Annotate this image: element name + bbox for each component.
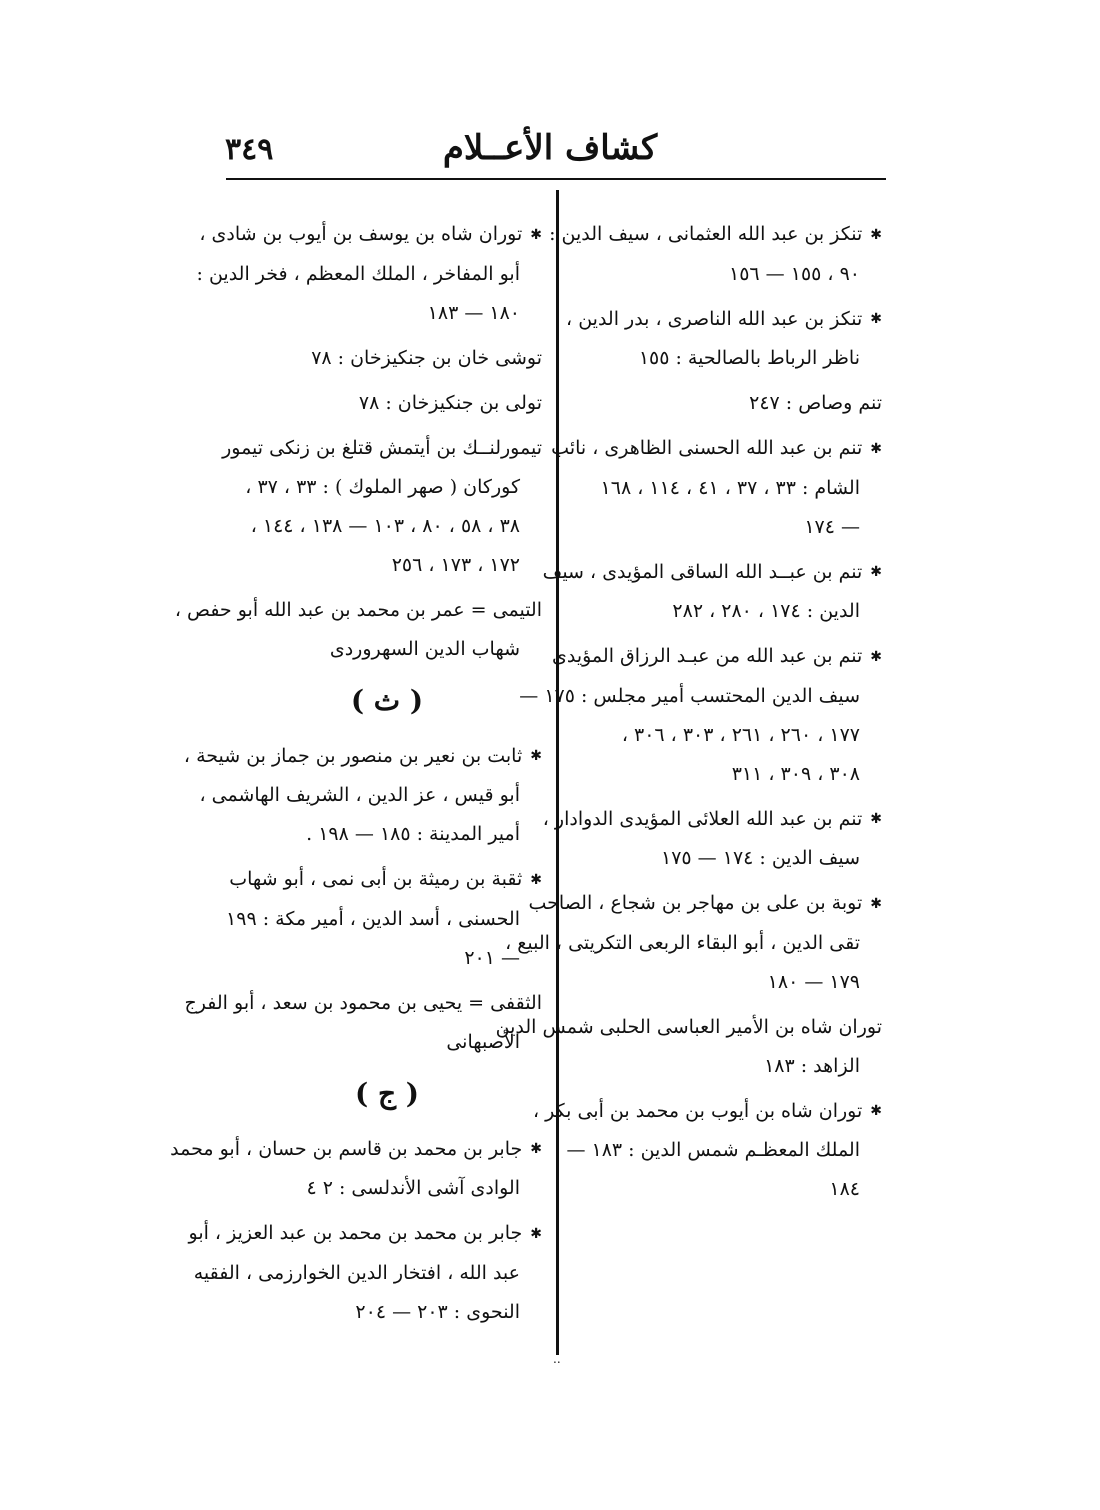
bullet-icon: ✱ [870,564,882,580]
entry-text: تنم بن عبد الله العلائى المؤيدى الدوادار ، [542,807,863,830]
entry-text: ١٧٢ ، ١٧٣ ، ٢٥٦ [391,553,520,576]
entry-text: الثقفى = يحيى بن محمود بن سعد ، أبو الفرج [184,991,542,1014]
section-heading-jim: ( ج ) [354,1076,420,1110]
header-rule [226,178,886,180]
entry-text: تنكز بن عبد الله العثمانى ، سيف الدين : [549,223,863,245]
entry-text: سيف الدين : ١٧٤ — ١٧٥ [661,847,860,869]
entry-continuation-line [226,900,542,939]
bullet-icon: ✱ [870,226,882,243]
entry-text: جابر بن محمد بن قاسم بن حسان ، أبو محمد [170,1137,523,1160]
entry-headword-line [229,860,542,900]
entry-headword-line [566,300,882,340]
right-column-entries [495,215,882,1209]
entry-text: سيف الدين المحتسب أمير مجلس : ١٧٥ — [519,684,860,707]
entry-headword-line [170,1130,542,1170]
entry-continuation-line [566,1131,882,1170]
index-entry [505,884,882,1002]
entry-headword-line [542,553,882,593]
index-entry [196,215,542,333]
entry-continuation-line [232,294,542,333]
entry-text: توران شاه بن أيوب بن محمد بن أبى بكر ، [533,1099,863,1122]
index-entry [519,637,882,794]
index-entry [551,429,882,547]
entry-text: ١٧٧ ، ٢٦٠ ، ٢٦١ ، ٣٠٣ ، ٣٠٦ ، [621,723,860,746]
entry-text: جابر بن محمد بن محمد بن عبد العزيز ، أبو [188,1222,523,1244]
entry-text: الأصبهانى [446,1030,520,1053]
entry-continuation-line [232,546,542,585]
entry-headword-line [582,384,882,423]
page-number: ٣٤٩ [225,132,274,167]
entry-headword-line [533,1092,882,1132]
index-entry [170,1130,542,1209]
entry-text: شهاب الدين السهروردى [329,637,520,660]
entry-text: ثقبة بن رميثة بن أبى نمى ، أبو شهاب [229,868,523,890]
entry-text: تنكز بن عبد الله الناصرى ، بدر الدين ، [566,307,863,330]
entry-continuation-line [582,1047,882,1086]
section-heading-tha: ( ث ) [350,683,424,717]
entry-headword-line [183,737,542,777]
entry-text: تولى بن جنكيزخان : ٧٨ [358,391,542,414]
bullet-icon: ✱ [870,311,882,327]
entry-text: تنم بن عبد الله الحسنى الظاهرى ، نائب [551,437,863,459]
bullet-icon: ✱ [870,440,882,457]
column-divider [556,190,559,1355]
entry-continuation-line [519,677,882,716]
bullet-icon: ✱ [870,895,882,912]
entry-continuation-line [582,716,882,755]
entry-continuation-line [232,1169,542,1208]
entry-text: ٣٠٨ ، ٣٠٩ ، ٣١١ [731,762,860,785]
left-column-entries-tha [183,737,542,1062]
index-entry [226,860,542,978]
printer-mark: .. [553,1352,561,1366]
entry-continuation-line [505,924,882,963]
index-entry [582,384,882,423]
entry-text: كوركان ( صهر الملوك ) : ٣٣ ، ٣٧ ، [245,475,520,498]
entry-text: أمير المدينة : ١٨٥ — ١٩٨ . [306,823,520,845]
entry-continuation-line [232,1023,542,1062]
entry-text: الحسنى ، أسد الدين ، أمير مكة : ١٩٩ [226,907,520,930]
entry-text: الدين : ١٧٤ ، ٢٨٠ ، ٢٨٢ [672,600,860,622]
entry-continuation-line [582,755,882,794]
entry-continuation-line [232,815,542,854]
bullet-icon: ✱ [530,871,542,888]
entry-text: الزاهد : ١٨٣ [764,1054,860,1077]
entry-headword-line [184,984,542,1023]
bullet-icon: ✱ [530,1141,542,1157]
index-entry [222,429,542,585]
entry-text: تنم وصاص : ٢٤٧ [749,392,882,414]
entry-text: ١٨٠ — ١٨٣ [427,301,520,324]
entry-text: الشام : ٣٣ ، ٣٧ ، ٤١ ، ١١٤ ، ١٦٨ [600,476,860,499]
entry-text: تقى الدين ، أبو البقاء الربعى التكريتى ، البيع ، [505,931,860,954]
index-entry [549,215,882,294]
entry-text: ١٨٤ [829,1178,860,1200]
entry-headword-line [549,215,882,255]
entry-continuation-line [582,1170,882,1209]
entry-text: ٣٨ ، ٥٨ ، ٨٠ ، ١٠٣ — ١٣٨ ، ١٤٤ ، [250,514,520,537]
entry-headword-line [232,384,542,423]
index-entry [184,984,542,1062]
entry-continuation-line [232,630,542,669]
entry-continuation-line [582,592,882,631]
entry-headword-line [174,591,542,630]
entry-continuation-line [582,839,882,878]
entry-continuation-line [193,1254,542,1293]
bullet-icon: ✱ [870,648,882,665]
entry-headword-line [551,429,882,469]
entry-continuation-line [232,1293,542,1332]
index-entry [542,553,882,632]
entry-continuation-line [199,776,542,815]
entry-text: التيمى = عمر بن محمد بن عبد الله أبو حفص ، [174,598,542,621]
left-column-entries [174,215,542,669]
entry-continuation-line [582,255,882,294]
entry-text: عبد الله ، افتخار الدين الخوارزمى ، الفقيه [193,1261,520,1284]
entry-continuation-line [196,255,542,294]
entry-continuation-line [232,468,542,507]
entry-headword-line [188,1214,542,1254]
entry-continuation-line [582,469,882,508]
entry-text: — ٢٠١ [464,946,520,969]
index-entry [533,1092,882,1210]
page-title: كشاف الأعــلام [442,128,658,168]
index-entry [183,737,542,855]
index-entry [542,800,882,879]
entry-continuation-line [232,507,542,546]
entry-continuation-line [582,963,882,1002]
index-entry [232,339,542,378]
entry-text: ١٧٩ — ١٨٠ [767,970,860,993]
left-column-entries-jim [170,1130,542,1332]
entry-text: الوادى آشى الأندلسى : ٢ ٤ [306,1177,520,1199]
index-entry [232,384,542,423]
bullet-icon: ✱ [530,748,542,764]
entry-continuation-line [582,339,882,378]
entry-continuation-line [582,508,882,547]
right-column [495,215,882,1215]
index-entry [495,1008,882,1086]
entry-headword-line [232,339,542,378]
entry-text: تيمورلنــك بن أيتمش قتلغ بن زنكى تيمور [222,436,542,459]
entry-text: أبو قيس ، عز الدين ، الشريف الهاشمى ، [199,784,520,806]
index-entry [174,591,542,669]
index-entry [566,300,882,379]
index-entry [188,1214,542,1332]
entry-text: توران شاه بن يوسف بن أيوب بن شادى ، [199,223,523,245]
entry-text: — ١٧٤ [804,515,860,538]
entry-headword-line [199,215,542,255]
bullet-icon: ✱ [530,226,542,243]
entry-text: توران شاه بن الأمير العباسى الحلبى شمس الدين [495,1015,882,1038]
entry-text: أبو المفاخر ، الملك المعظم ، فخر الدين : [196,262,520,285]
entry-text: ناظر الرباط بالصالحية : ١٥٥ [638,347,860,369]
entry-headword-line [542,800,882,840]
entry-headword-line [528,884,882,924]
entry-text: النحوى : ٢٠٣ — ٢٠٤ [355,1300,520,1323]
entry-text: ٩٠ ، ١٥٥ — ١٥٦ [729,262,860,285]
entry-headword-line [222,429,542,468]
entry-text: تنم بن عبــد الله الساقى المؤيدى ، سيف [542,560,863,583]
entry-text: ثابت بن نعير بن منصور بن جماز بن شيحة ، [183,744,523,767]
bullet-icon: ✱ [870,1103,882,1119]
bullet-icon: ✱ [870,811,882,827]
entry-headword-line [551,637,882,677]
bullet-icon: ✱ [530,1225,542,1242]
entry-text: الملك المعظـم شمس الدين : ١٨٣ — [566,1139,860,1161]
entry-text: توشى خان بن جنكيزخان : ٧٨ [311,346,542,369]
left-column [170,215,542,1338]
entry-text: توبة بن على بن مهاجر بن شجاع ، الصاحب [528,892,863,914]
entry-text: تنم بن عبد الله من عبـد الرزاق المؤيدى [551,645,863,667]
entry-headword-line [495,1008,882,1047]
entry-continuation-line [232,939,542,978]
